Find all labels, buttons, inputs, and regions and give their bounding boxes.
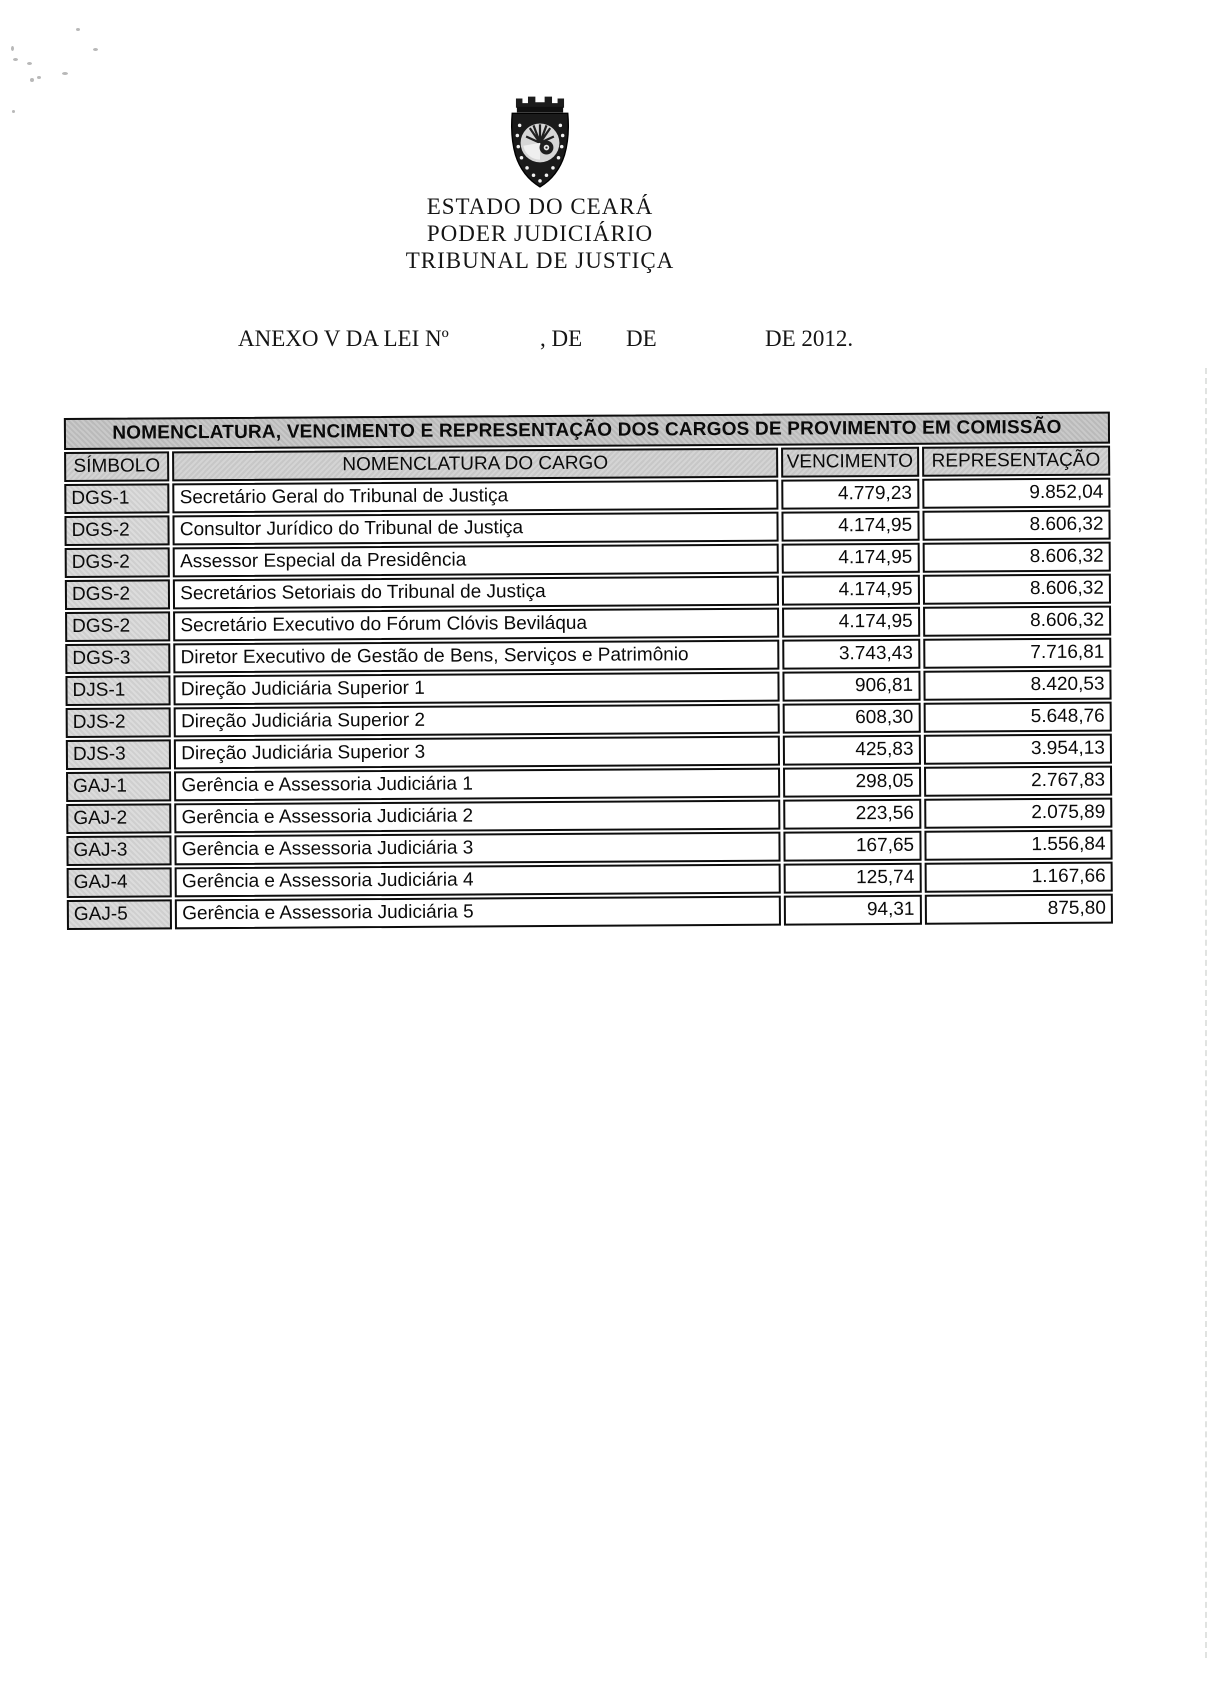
column-header-nomenclatura: NOMENCLATURA DO CARGO xyxy=(172,448,778,482)
table-row xyxy=(65,670,1111,706)
anexo-year: DE 2012. xyxy=(765,326,854,351)
org-line-estado: ESTADO DO CEARÁ xyxy=(426,194,654,219)
table-title-row xyxy=(64,412,1110,450)
cell-symbol: GAJ-1 xyxy=(66,771,171,802)
scan-speck xyxy=(11,46,14,51)
cell-cargo: Direção Judiciária Superior 1 xyxy=(174,672,780,706)
cell-cargo: Direção Judiciária Superior 2 xyxy=(174,704,780,738)
cell-representacao: 875,80 xyxy=(924,894,1113,925)
cell-cargo: Direção Judiciária Superior 3 xyxy=(174,736,780,770)
anexo-de-2: DE xyxy=(626,326,657,351)
cell-representacao: 8.420,53 xyxy=(923,670,1112,701)
cell-representacao: 2.767,83 xyxy=(924,766,1113,797)
cell-cargo: Assessor Especial da Presidência xyxy=(173,544,779,578)
cargo-table xyxy=(61,410,1116,932)
cell-symbol: DJS-3 xyxy=(66,739,171,770)
cell-cargo: Secretário Geral do Tribunal de Justiça xyxy=(173,480,779,514)
cell-vencimento: 3.743,43 xyxy=(782,639,920,670)
column-header-representacao: REPRESENTAÇÃO xyxy=(922,446,1111,477)
cell-cargo: Gerência e Assessoria Judiciária 4 xyxy=(175,864,781,898)
cell-symbol: GAJ-2 xyxy=(66,803,171,834)
cell-symbol: GAJ-5 xyxy=(67,899,172,930)
cell-vencimento: 608,30 xyxy=(782,703,920,734)
cell-symbol: DGS-2 xyxy=(65,611,170,642)
cell-symbol: DGS-2 xyxy=(64,515,169,546)
scan-speck xyxy=(93,48,98,51)
table-row xyxy=(64,510,1110,546)
cell-representacao: 9.852,04 xyxy=(922,478,1111,509)
table-row xyxy=(65,574,1111,610)
org-line-tribunal: TRIBUNAL DE JUSTIÇA xyxy=(405,248,675,273)
org-line-poder: PODER JUDICIÁRIO xyxy=(426,221,654,246)
table-title: NOMENCLATURA, VENCIMENTO E REPRESENTAÇÃO DOS CARGOS DE PROVIMENTO EM COMISSÃO xyxy=(64,412,1110,450)
cell-cargo: Consultor Jurídico do Tribunal de Justiça xyxy=(173,512,779,546)
cell-vencimento: 425,83 xyxy=(783,735,921,766)
cell-representacao: 7.716,81 xyxy=(923,638,1112,669)
cell-representacao: 8.606,32 xyxy=(922,542,1111,573)
table-row xyxy=(66,798,1112,834)
ceara-coat-of-arms-icon xyxy=(503,93,577,191)
cell-cargo: Secretário Executivo do Fórum Clóvis Beviláqua xyxy=(173,608,779,642)
cell-vencimento: 4.779,23 xyxy=(781,479,919,510)
cell-cargo: Gerência e Assessoria Judiciária 2 xyxy=(175,800,781,834)
cell-vencimento: 94,31 xyxy=(784,895,922,926)
cell-vencimento: 223,56 xyxy=(783,799,921,830)
cell-vencimento: 4.174,95 xyxy=(782,575,920,606)
cell-symbol: DGS-2 xyxy=(65,579,170,610)
table-row xyxy=(65,606,1111,642)
cell-symbol: DGS-1 xyxy=(64,483,169,514)
cell-symbol: DJS-1 xyxy=(65,675,170,706)
column-header-vencimento: VENCIMENTO xyxy=(781,447,919,478)
scan-speck xyxy=(12,110,15,113)
cell-cargo: Gerência e Assessoria Judiciária 1 xyxy=(174,768,780,802)
cell-vencimento: 4.174,95 xyxy=(782,607,920,638)
cell-vencimento: 125,74 xyxy=(783,863,921,894)
cell-vencimento: 298,05 xyxy=(783,767,921,798)
anexo-heading xyxy=(0,326,1216,356)
cell-cargo: Gerência e Assessoria Judiciária 5 xyxy=(175,896,781,930)
anexo-de-1: , DE xyxy=(540,326,583,351)
table-row xyxy=(66,766,1112,802)
table-row xyxy=(66,702,1112,738)
table-row xyxy=(65,638,1111,674)
scan-speck xyxy=(37,76,41,79)
cell-representacao: 1.167,66 xyxy=(924,862,1113,893)
scan-speck xyxy=(13,58,18,61)
table-row xyxy=(65,542,1111,578)
table-row xyxy=(67,862,1113,898)
cell-representacao: 5.648,76 xyxy=(923,702,1112,733)
table-row xyxy=(67,894,1113,930)
cell-representacao: 1.556,84 xyxy=(924,830,1113,861)
cargo-table-wrap xyxy=(61,410,1116,932)
cell-representacao: 8.606,32 xyxy=(923,606,1112,637)
table-row xyxy=(66,830,1112,866)
table-row xyxy=(66,734,1112,770)
scan-speck xyxy=(76,28,80,31)
cell-representacao: 8.606,32 xyxy=(922,510,1111,541)
cell-vencimento: 4.174,95 xyxy=(782,543,920,574)
cell-symbol: GAJ-4 xyxy=(67,867,172,898)
scan-speck xyxy=(27,62,32,65)
cell-cargo: Diretor Executivo de Gestão de Bens, Serviços e Patrimônio xyxy=(174,640,780,674)
table-header-row xyxy=(64,446,1110,482)
scan-speck xyxy=(62,72,68,75)
scan-speck xyxy=(30,78,34,82)
table-body xyxy=(64,478,1113,930)
cell-cargo: Gerência e Assessoria Judiciária 3 xyxy=(175,832,781,866)
cell-symbol: DGS-2 xyxy=(65,547,170,578)
table-row xyxy=(64,478,1110,514)
cell-vencimento: 167,65 xyxy=(783,831,921,862)
anexo-label: ANEXO V DA LEI Nº xyxy=(238,326,449,351)
cell-vencimento: 906,81 xyxy=(782,671,920,702)
cell-cargo: Secretários Setoriais do Tribunal de Justiça xyxy=(173,576,779,610)
scan-edge-line xyxy=(1205,368,1207,1658)
cell-representacao: 8.606,32 xyxy=(922,574,1111,605)
cell-representacao: 2.075,89 xyxy=(924,798,1113,829)
cell-symbol: GAJ-3 xyxy=(66,835,171,866)
cell-vencimento: 4.174,95 xyxy=(781,511,919,542)
cell-symbol: DGS-3 xyxy=(65,643,170,674)
cell-symbol: DJS-2 xyxy=(66,707,171,738)
cell-representacao: 3.954,13 xyxy=(923,734,1112,765)
column-header-simbolo: SÍMBOLO xyxy=(64,451,169,482)
